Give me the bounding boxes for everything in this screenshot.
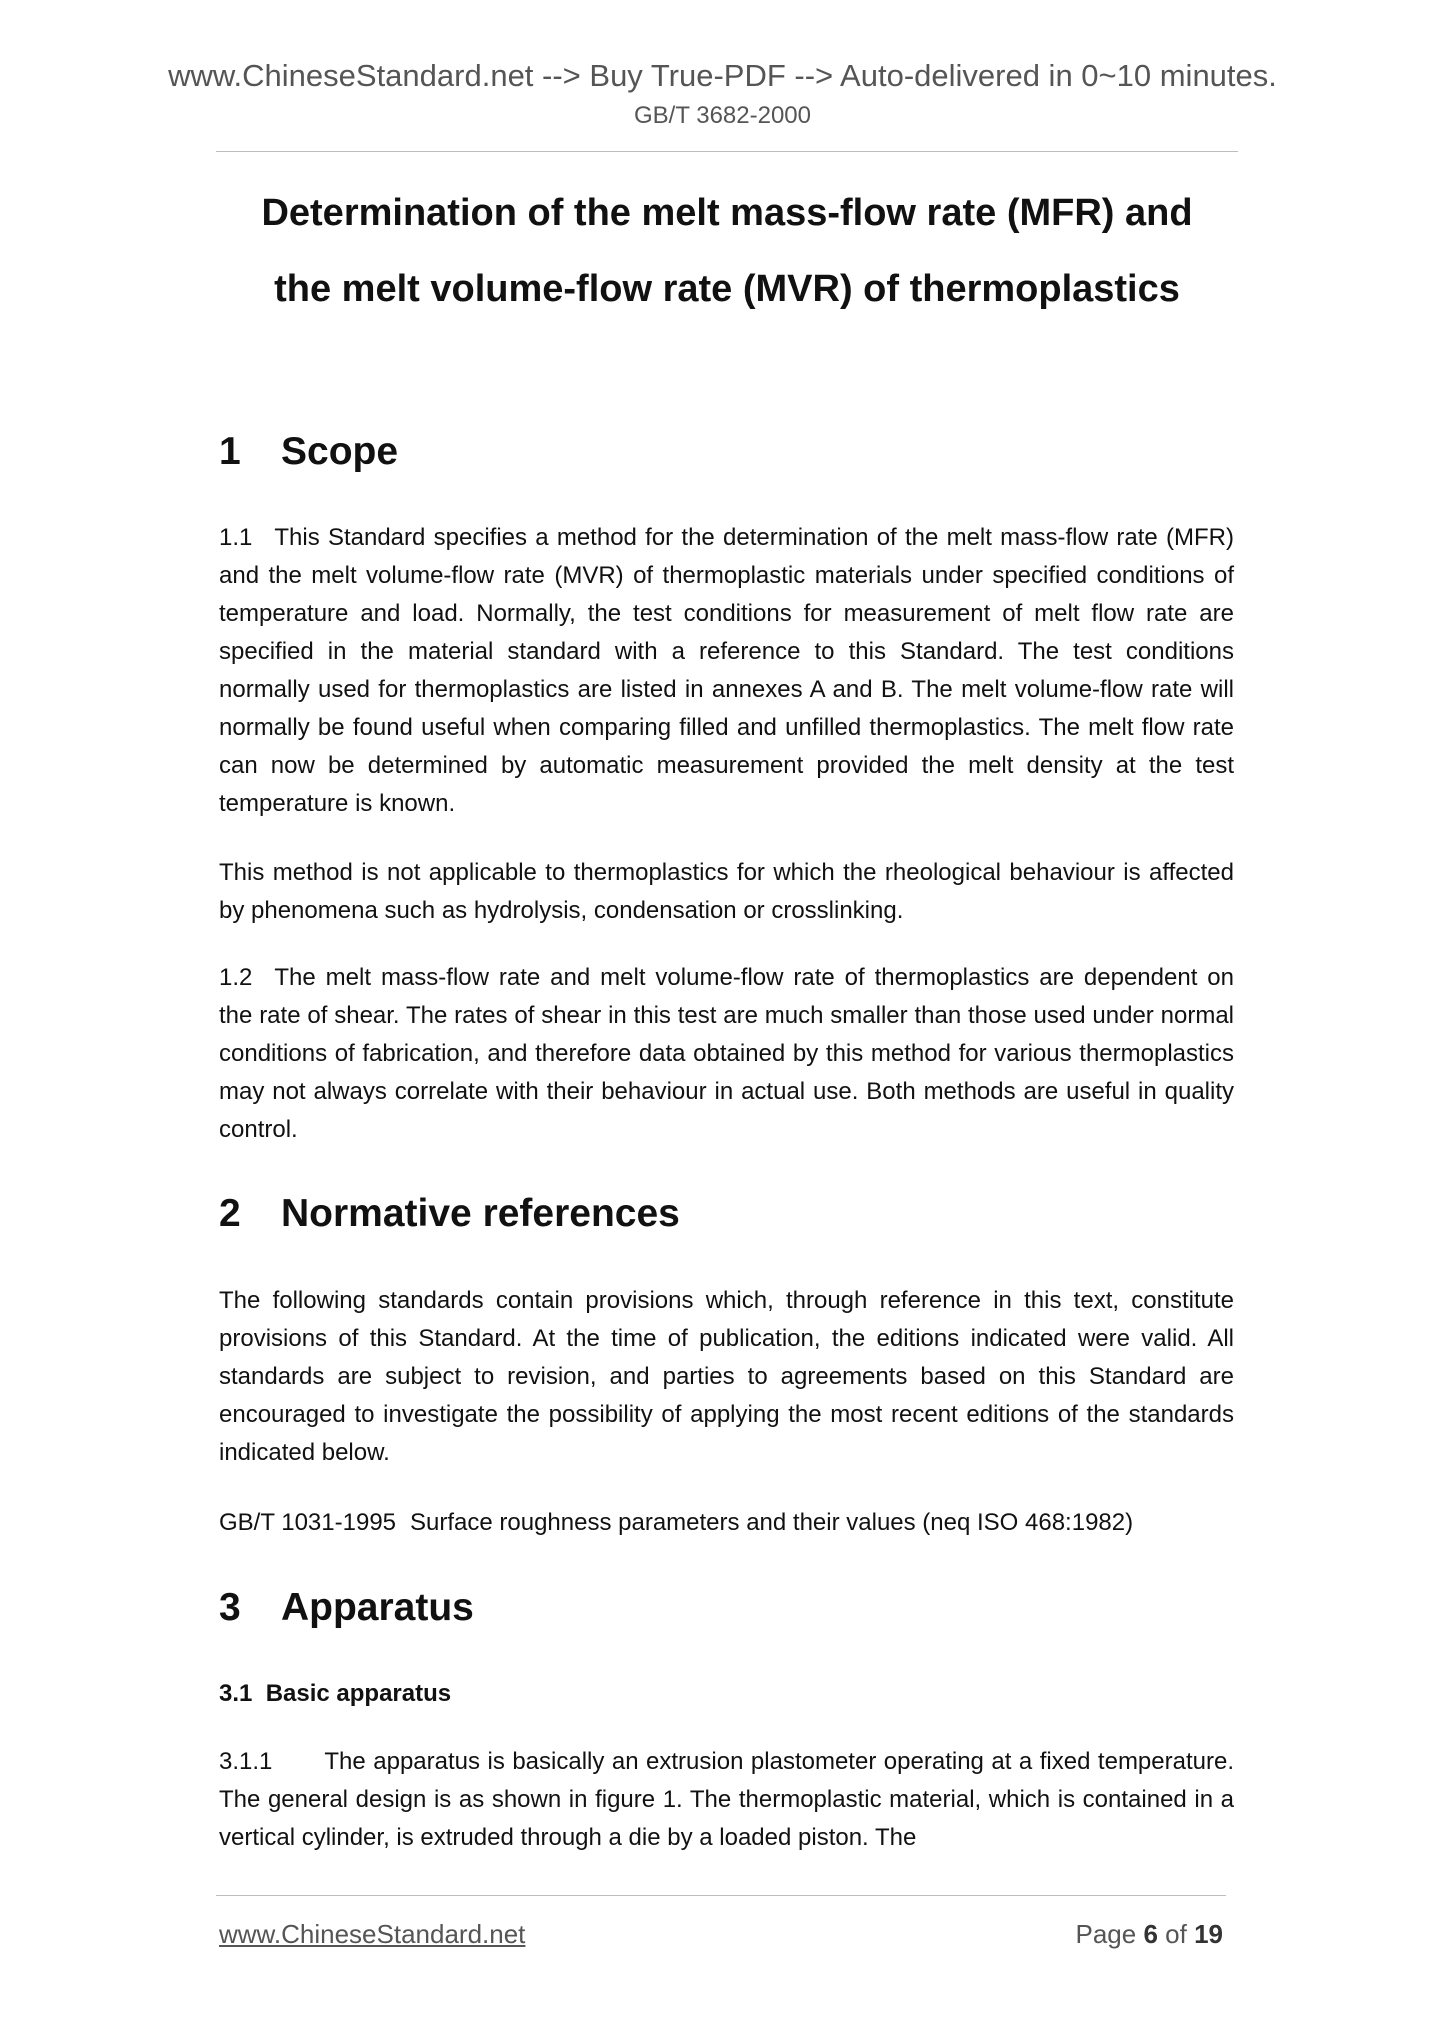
clause-number: 1.2 [219,964,253,991]
section-heading-apparatus [219,1585,474,1631]
paragraph-1-1 [219,519,1234,823]
section-number: 1 [219,430,241,473]
subsection-heading-basic-apparatus: 3.1 Basic apparatus [219,1680,452,1707]
page-of: of [1165,1919,1187,1949]
reference-title: Surface roughness parameters and their values (neq ISO 468:1982) [410,1509,1134,1536]
standard-code: GB/T 3682-2000 [633,102,811,129]
normative-reference-item [219,1508,1133,1538]
page-current: 6 [1143,1919,1158,1949]
header-divider [216,151,1238,152]
paragraph-1-2 [219,959,1234,1149]
clause-text: This Standard specifies a method for the determination of the melt mass-flow rate (MFR) and the melt volume-flow rate (MVR) of thermoplastic materials under specified conditions of temperature and load. Normally, the test conditions for measurement of melt flow rate are specified in the material standard with a reference to this Standard. The test conditions normally used for thermoplastics are listed in annexes A and B. The melt volume-flow rate will normally be found useful when comparing filled and unfilled thermoplastics. The melt flow rate can now be determined by automatic measurement provided the melt density at the test temperature is known. [219,524,1234,817]
footer-divider [216,1895,1226,1896]
section-title: Apparatus [281,1586,474,1629]
page-indicator [1075,1919,1223,1949]
section-title: Scope [281,430,399,473]
section-number: 2 [219,1192,241,1235]
footer-website-link[interactable]: www.ChineseStandard.net [219,1919,526,1949]
page-prefix: Page [1075,1919,1137,1949]
paragraph-3-1-1 [219,1743,1234,1857]
clause-text: The apparatus is basically an extrusion plastometer operating at a fixed temperature. The general design is as shown in figure 1. The thermoplastic material, which is contained in a vertical cylinder, is extruded through a die by a loaded piston. The [219,1748,1234,1851]
header-banner[interactable]: www.ChineseStandard.net --> Buy True-PDF --> Auto-delivered in 0~10 minutes. [168,58,1277,93]
section-heading-scope [219,429,398,475]
paragraph-1-1-continued: This method is not applicable to thermoplastics for which the rheological behaviour is affected by phenomena such as hydrolysis, condensation or crosslinking. [219,859,1234,924]
reference-code: GB/T 1031-1995 [219,1509,397,1536]
section-title: Normative references [281,1192,680,1235]
section-number: 3 [219,1586,241,1629]
clause-number: 3.1.1 [219,1748,273,1775]
paragraph-normative: The following standards contain provisions which, through reference in this text, constitute provisions of this Standard. At the time of publication, the editions indicated were valid. All standards are subject to revision, and parties to agreements based on this Standard are encouraged to investigate the possibility of applying the most recent editions of the standards indicated below. [219,1287,1234,1466]
section-heading-normative-references [219,1191,680,1237]
clause-text: The melt mass-flow rate and melt volume-flow rate of thermoplastics are dependent on the rate of shear. The rates of shear in this test are much smaller than those used under normal conditions of fabrication, and therefore data obtained by this method for various thermoplastics may not always correlate with their behaviour in actual use. Both methods are useful in quality control. [219,964,1234,1143]
document-title-line-2: the melt volume-flow rate (MVR) of thermoplastics [274,268,1180,310]
clause-number: 1.1 [219,524,253,551]
page-total: 19 [1194,1919,1223,1949]
document-title-line-1: Determination of the melt mass-flow rate (MFR) and [261,192,1193,234]
